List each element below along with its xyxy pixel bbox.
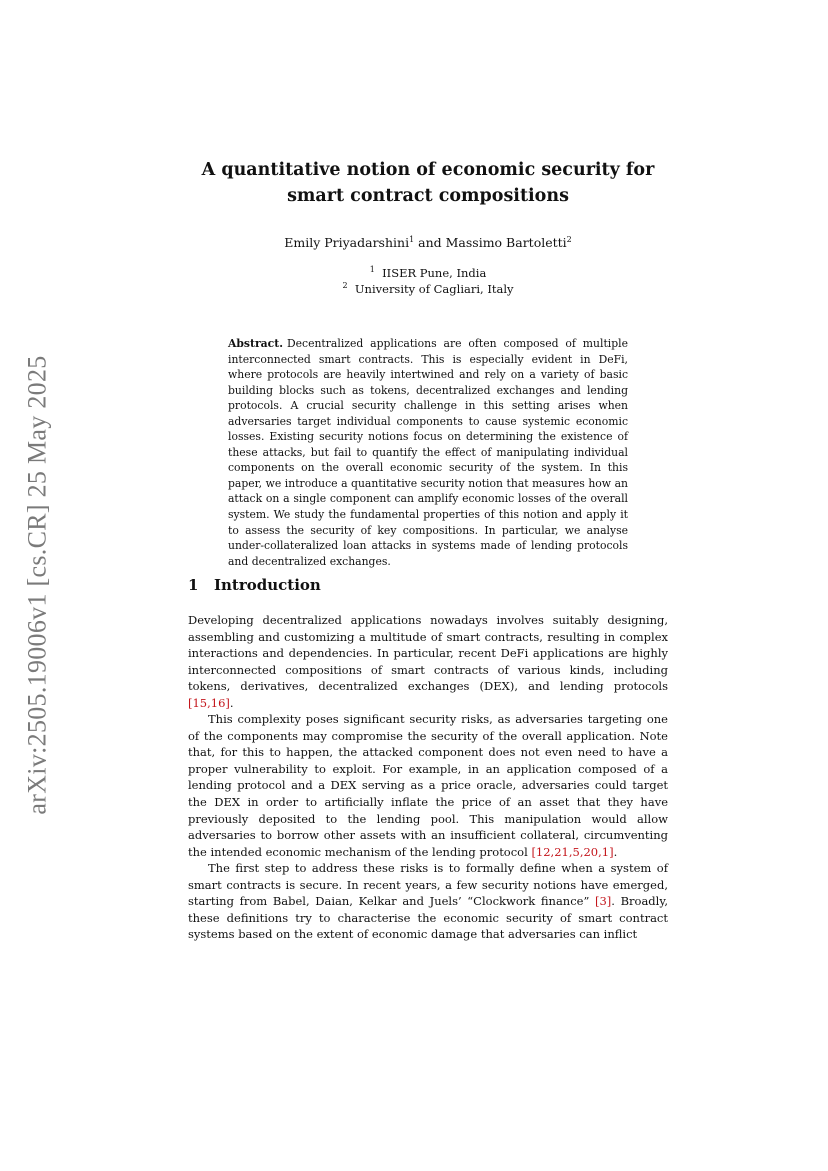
citation-link[interactable]: [15,16] — [188, 695, 230, 710]
section-heading — [188, 576, 321, 594]
paragraph-text: This complexity poses significant security risks, as adversaries targeting one of the components may compromise the security of the overall application. Note that, for this to happen, the attacked component does not even need to have a proper vulnerability to exploit. For example, in an application composed of a lending protocol and a DEX serving as a price oracle, adversaries could target the DEX in order to artificially inflate the price of an asset that they have previously deposited to the lending pool. This manipulation would allow adversaries to borrow other assets with an insufficient collateral, circumventing the intended economic mechanism of the lending protocol — [188, 712, 668, 859]
paragraph — [188, 612, 668, 711]
arxiv-identifier-sidebar — [8, 340, 68, 830]
affiliation-text: IISER Pune, India — [382, 266, 487, 280]
affiliation-mark: 2 — [566, 234, 572, 244]
paragraph-text: Developing decentralized applications nowadays involves suitably designing, assembling and customizing a multitude of smart contracts, resulting in complex interactions and dependencies. In particular, recent DeFi applications are highly interconnected compositions of smart contracts of various kinds, including tokens, derivatives, decentralized exchanges (DEX), and lending protocols — [188, 613, 668, 694]
abstract-text: Decentralized applications are often composed of multiple interconnected smart contracts. This is especially evident in DeFi, where protocols are heavily intertwined and rely on a variety of basic building blocks such as tokens, decentralized exchanges and lending protocols. A crucial security challenge in this setting arises when adversaries target individual components to cause systemic economic losses. Existing security notions focus on determining the existence of these attacks, but fail to quantify the effect of manipulating individual components on the overall economic security of the system. In this paper, we introduce a quantitative security notion that measures how an attack on a single component can amplify economic losses of the overall system. We study the fundamental properties of this notion and apply it to assess the security of key compositions. In particular, we analyse under-collateralized loan attacks in systems made of lending protocols and decentralized exchanges. — [228, 337, 628, 568]
abstract — [228, 336, 628, 569]
author-separator: and — [414, 235, 446, 250]
author-name: Massimo Bartoletti — [445, 235, 567, 250]
affiliation-mark: 1 — [369, 265, 375, 275]
paragraph — [188, 711, 668, 860]
affiliations — [170, 265, 686, 297]
abstract-label: Abstract. — [228, 337, 283, 350]
paragraph-text: . Broadly, these definitions try to characterise the economic security of smart contract systems based on the extent of economic damage that adversaries can inflict — [188, 894, 668, 942]
paragraph-text: . — [613, 844, 618, 859]
paper-title — [170, 157, 686, 209]
introduction-body — [188, 612, 668, 943]
citation-link[interactable]: [3] — [594, 894, 612, 909]
section-number: 1 — [188, 576, 199, 594]
paragraph-text: . — [229, 695, 234, 710]
author-name: Emily Priyadarshini — [284, 235, 410, 250]
title-line-2: smart contract compositions — [287, 186, 569, 206]
affiliation — [170, 281, 686, 297]
arxiv-identifier: arXiv:2505.19006v1 [cs.CR] 25 May 2025 — [23, 355, 53, 815]
section-title: Introduction — [214, 576, 321, 594]
title-line-1: A quantitative notion of economic security for — [201, 160, 655, 180]
affiliation-text: University of Cagliari, Italy — [354, 282, 514, 296]
author-list — [170, 235, 686, 250]
paragraph — [188, 860, 668, 943]
citation-link[interactable]: [12,21,5,20,1] — [531, 844, 614, 859]
affiliation-mark: 2 — [342, 281, 348, 291]
affiliation — [170, 265, 686, 281]
affiliation-mark: 1 — [409, 234, 415, 244]
paragraph-text: The first step to address these risks is to formally define when a system of smart contracts is secure. In recent years, a few security notions have emerged, starting from Babel, Daian, Kelkar and Juels’ “Clockwork finance” — [188, 861, 668, 909]
